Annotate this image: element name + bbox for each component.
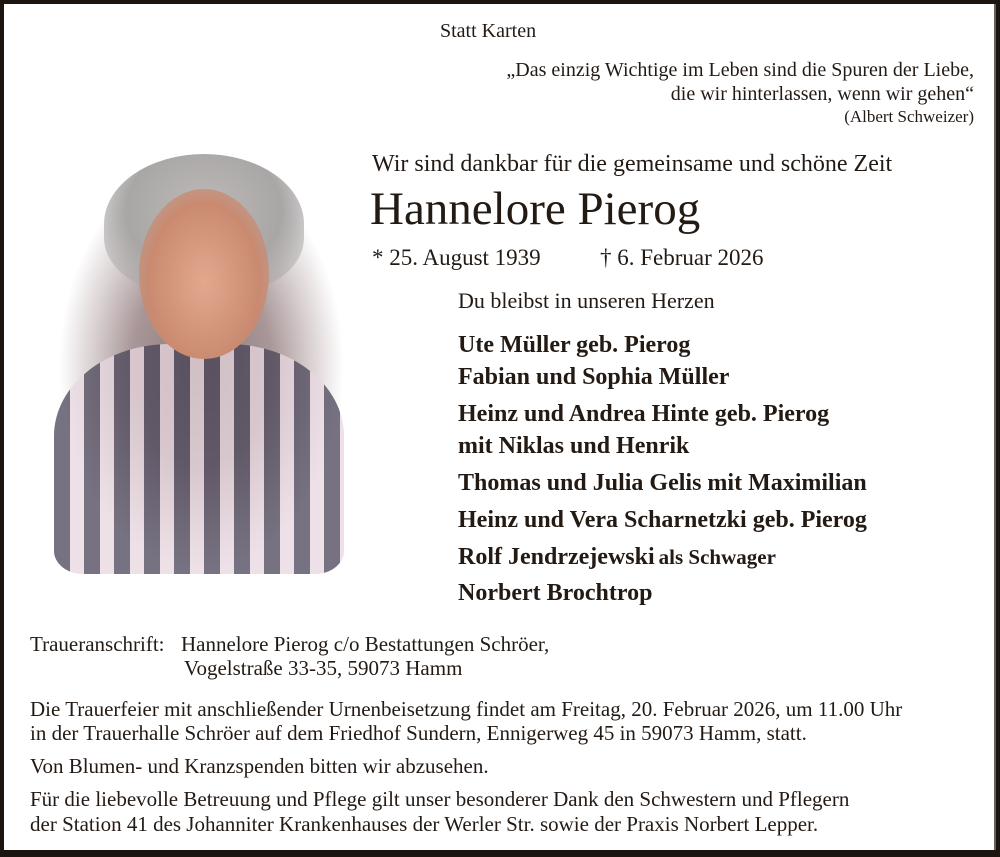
mourner: mit Niklas und Henrik [458, 433, 690, 459]
address-line-1: Hannelore Pierog c/o Bestattungen Schröer, [181, 632, 550, 656]
deceased-name: Hannelore Pierog [370, 183, 701, 235]
mourner: Norbert Brochtrop [458, 580, 653, 606]
motto: Du bleibst in unseren Herzen [458, 288, 715, 313]
address-line-2: Vogelstraße 33-35, 59073 Hamm [184, 656, 463, 680]
mourner: Fabian und Sophia Müller [458, 364, 730, 390]
mourner-suffix: als Schwager [658, 545, 776, 569]
mourner: Ute Müller geb. Pierog [458, 332, 691, 358]
thanks-line-1: Für die liebevolle Betreuung und Pflege gilt unser besonderer Dank den Schwestern und Pflegern [30, 787, 850, 811]
quote-line-1: „Das einzig Wichtige im Leben sind die Spuren der Liebe, [506, 59, 974, 81]
mourner-row [458, 544, 776, 571]
quote [506, 58, 974, 128]
mourner: Thomas und Julia Gelis mit Maximilian [458, 470, 867, 496]
quote-line-2: die wir hinterlassen, wenn wir gehen“ [670, 83, 974, 105]
flowers-note: Von Blumen- und Kranzspenden bitten wir abzusehen. [30, 754, 489, 778]
mourner: Heinz und Andrea Hinte geb. Pierog [458, 401, 830, 427]
photo-face [139, 189, 269, 359]
ceremony-line-2: in der Trauerhalle Schröer auf dem Friedhof Sundern, Ennigerweg 45 in 59073 Hamm, statt. [30, 721, 807, 745]
address-label: Traueranschrift: [30, 632, 165, 656]
statt-karten: Statt Karten [440, 20, 537, 42]
obituary-notice [4, 4, 996, 850]
ceremony-line-1: Die Trauerfeier mit anschließender Urnenbeisetzung findet am Freitag, 20. Februar 2026, um 11.00 Uhr [30, 697, 903, 721]
thanks-line-2: der Station 41 des Johanniter Krankenhauses der Werler Str. sowie der Praxis Norbert Lepper. [30, 812, 819, 836]
quote-author: (Albert Schweizer) [844, 107, 974, 126]
death-date: † 6. Februar 2026 [600, 245, 764, 270]
mourner: Rolf Jendrzejewski [458, 544, 655, 570]
portrait-photo [34, 144, 356, 589]
birth-date: * 25. August 1939 [372, 245, 541, 270]
photo-shirt [54, 344, 344, 574]
mourner: Heinz und Vera Scharnetzki geb. Pierog [458, 507, 867, 533]
intro-text: Wir sind dankbar für die gemeinsame und schöne Zeit [372, 151, 893, 177]
